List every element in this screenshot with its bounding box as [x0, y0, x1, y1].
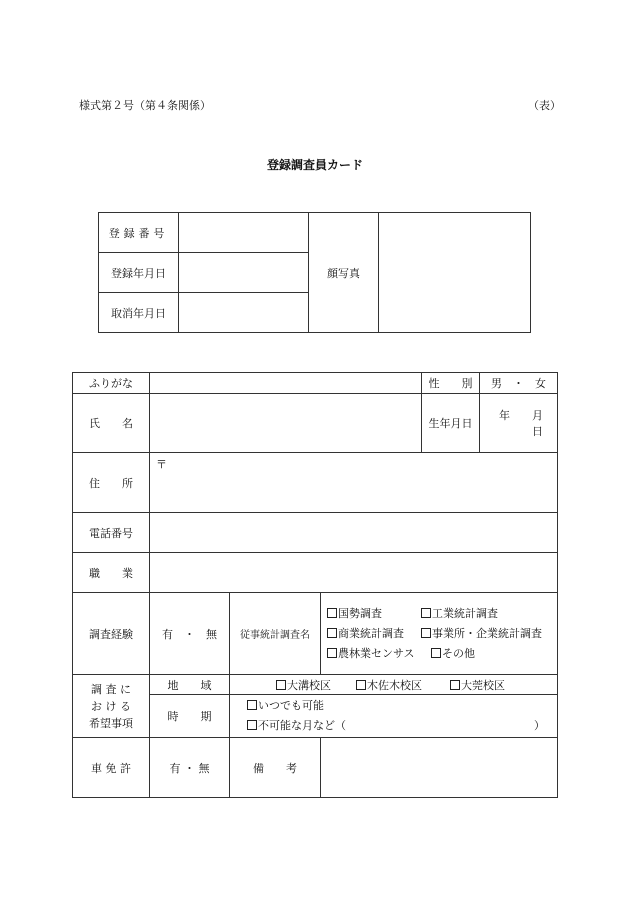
furigana-field[interactable]	[150, 373, 422, 394]
form-number: 様式第２号（第４条関係）	[79, 99, 211, 112]
survey-experience-label: 調査経験	[73, 593, 150, 675]
period-options	[230, 695, 558, 738]
checkbox-icon	[247, 700, 257, 710]
phone-field[interactable]	[150, 513, 558, 553]
form-side-label: （表）	[528, 99, 561, 112]
period-any-option[interactable]: いつでも可能	[247, 696, 545, 716]
survey-option[interactable]: 工業統計調査	[421, 607, 498, 620]
address-field[interactable]	[150, 453, 558, 513]
area-option[interactable]: 大莞校区	[450, 679, 505, 692]
reg-number-field[interactable]	[179, 213, 309, 253]
survey-options	[321, 593, 558, 675]
license-yes-no[interactable]: 有 ・ 無	[150, 738, 230, 798]
survey-option[interactable]: 農林業センサス	[327, 644, 431, 664]
area-label: 地 域	[150, 675, 230, 695]
period-unavailable-option[interactable]: 不可能な月など（ ）	[247, 716, 545, 736]
checkbox-icon	[247, 720, 257, 730]
license-label: 車 免 許	[73, 738, 150, 798]
birth-label: 生年月日	[422, 394, 480, 453]
checkbox-icon	[450, 680, 460, 690]
checkbox-icon	[327, 628, 337, 638]
remarks-field[interactable]	[321, 738, 558, 798]
area-option[interactable]: 大溝校区	[276, 677, 356, 693]
reg-date-label: 登録年月日	[99, 253, 179, 293]
survey-option[interactable]: 国勢調査	[327, 604, 421, 624]
cancel-date-field[interactable]	[179, 293, 309, 333]
postal-mark: 〒	[156, 458, 167, 471]
period-label: 時 期	[150, 695, 230, 738]
gender-label: 性 別	[422, 373, 480, 394]
area-options	[230, 675, 558, 695]
checkbox-icon	[327, 608, 337, 618]
checkbox-icon	[327, 648, 337, 658]
birth-date-field[interactable]: 年 月 日	[480, 394, 558, 453]
page-title: 登録調査員カード	[266, 158, 363, 172]
checkbox-icon	[421, 608, 431, 618]
gender-options[interactable]: 男 ・ 女	[480, 373, 558, 394]
survey-experience-yes-no[interactable]: 有 ・ 無	[150, 593, 230, 675]
reg-date-field[interactable]	[179, 253, 309, 293]
name-field[interactable]	[150, 394, 422, 453]
phone-label: 電話番号	[73, 513, 150, 553]
name-label: 氏 名	[73, 394, 150, 453]
remarks-label: 備 考	[230, 738, 321, 798]
checkbox-icon	[421, 628, 431, 638]
occupation-label: 職 業	[73, 553, 150, 593]
area-option[interactable]: 木佐木校区	[356, 677, 450, 693]
preferences-label: 調 査 に お け る 希望事項	[73, 675, 150, 738]
checkbox-icon	[431, 648, 441, 658]
past-surveys-label: 従事統計調査名	[230, 593, 321, 675]
survey-option[interactable]: その他	[431, 647, 475, 660]
furigana-label: ふりがな	[73, 373, 150, 394]
photo-label: 顔写真	[309, 213, 379, 333]
photo-box[interactable]	[379, 213, 531, 333]
survey-option[interactable]: 商業統計調査	[327, 624, 421, 644]
occupation-field[interactable]	[150, 553, 558, 593]
checkbox-icon	[276, 680, 286, 690]
registration-table	[98, 212, 531, 333]
survey-option[interactable]: 事業所・企業統計調査	[421, 627, 542, 640]
checkbox-icon	[356, 680, 366, 690]
reg-number-label: 登録番号	[99, 213, 179, 253]
investigator-table	[72, 372, 566, 798]
cancel-date-label: 取消年月日	[99, 293, 179, 333]
address-label: 住 所	[73, 453, 150, 513]
